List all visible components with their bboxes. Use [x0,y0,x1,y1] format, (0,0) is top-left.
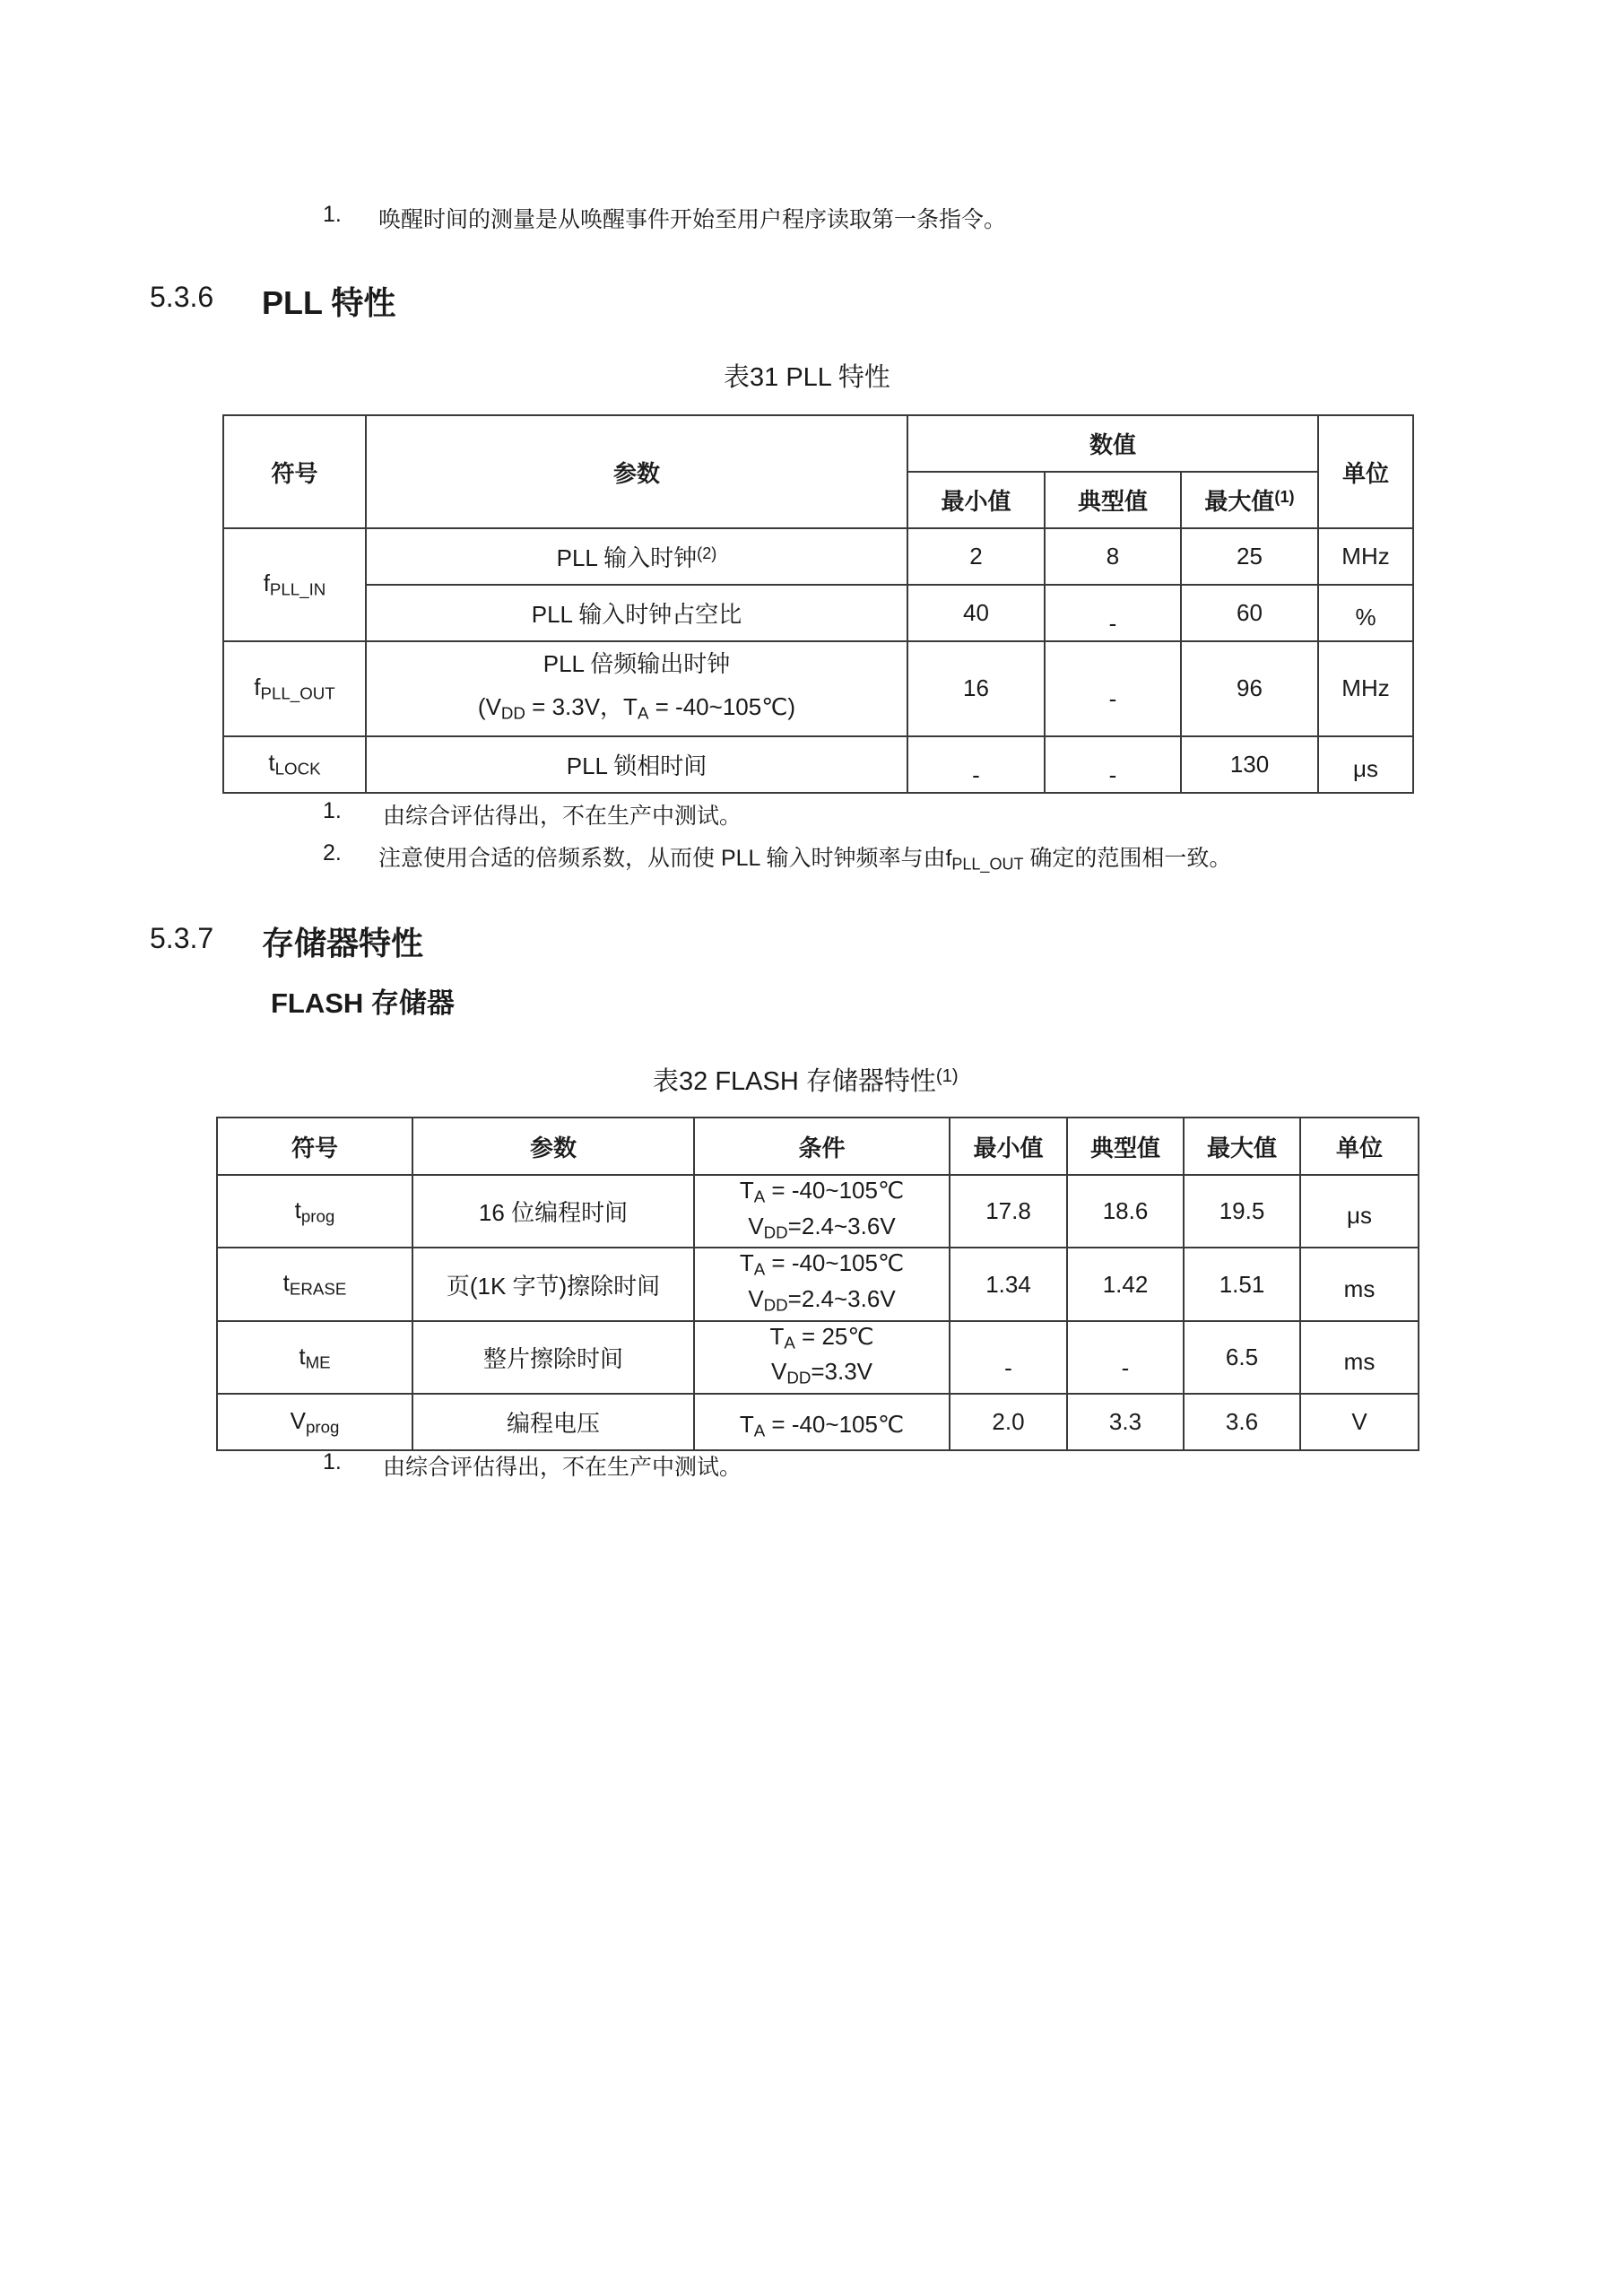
symbol-cell: $t_{ERASE}$ [217,1248,412,1320]
max-cell: 25 [1181,528,1318,585]
parameter-cell: 页(1K 字节)擦除时间 [412,1248,694,1320]
header-symbol: 符号 [217,1118,412,1175]
symbol-cell: $f_{PLL\_OUT}$ [223,641,366,736]
subsection-title: FLASH 存储器 [271,987,455,1019]
header-symbol: 符号 [223,415,366,528]
parameter-cell: PLL 输入时钟占空比 [366,585,907,641]
typ-cell: 3.3 [1067,1394,1184,1450]
header-unit: 单位 [1300,1118,1419,1175]
pll-characteristics-table [222,414,1414,794]
table-header-row [223,415,1413,472]
max-cell: 60 [1181,585,1318,641]
footnote-text: 注意使用合适的倍频系数，从而使 PLL 输入时钟频率与由$f_{PLL\_OUT}$ 确定的范围相一致。 [378,846,1232,874]
table-row [217,1321,1419,1394]
min-cell: - [907,736,1045,793]
max-cell: 1.51 [1184,1248,1300,1320]
parameter-cell: 16 位编程时间 [412,1175,694,1248]
typ-cell: - [1067,1321,1184,1394]
footnote-text: 唤醒时间的测量是从唤醒事件开始至用户程序读取第一条指令。 [378,207,1007,232]
symbol-cell: $V_{prog}$ [217,1394,412,1450]
typ-cell: 1.42 [1067,1248,1184,1320]
header-max: 最大值 [1184,1118,1300,1175]
footnote-number: 2. [323,840,342,865]
condition-cell: $T_A$ = -40~105℃ $V_{DD}=2.4\sim 3.6V$ [694,1248,950,1320]
unit-cell: μs [1318,736,1413,793]
symbol-cell: $f_{PLL\_IN}$ [223,528,366,641]
table-row [217,1248,1419,1320]
footnote [323,840,1444,874]
header-values: 数值 [907,415,1318,472]
min-cell: 40 [907,585,1045,641]
header-typ: 典型值 [1067,1118,1184,1175]
typ-cell: - [1045,641,1181,736]
header-max: 最大值$^{(1)}$ [1181,472,1318,528]
symbol-cell: $t_{LOCK}$ [223,736,366,793]
table-row [223,736,1413,793]
header-parameter: 参数 [366,415,907,528]
symbol-cell: $t_{prog}$ [217,1175,412,1248]
section-number: 5.3.6 [150,281,214,313]
max-cell: 3.6 [1184,1394,1300,1450]
footnote-number: 1. [323,798,342,823]
condition-cell: $T_A$ = -40~105℃ [694,1394,950,1450]
max-cell: 6.5 [1184,1321,1300,1394]
flash-memory-table [216,1117,1419,1451]
header-parameter: 参数 [412,1118,694,1175]
min-cell: 16 [907,641,1045,736]
section-title: 存储器特性 [262,925,424,961]
table-row [217,1394,1419,1450]
unit-cell: MHz [1318,528,1413,585]
min-cell: 1.34 [950,1248,1067,1320]
footnote-text: 由综合评估得出，不在生产中测试。 [383,1455,742,1480]
parameter-cell: PLL 锁相时间 [366,736,907,793]
footnote [323,798,1399,829]
typ-cell: 18.6 [1067,1175,1184,1248]
unit-cell: MHz [1318,641,1413,736]
section-title: PLL 特性 [262,284,396,321]
header-condition: 条件 [694,1118,950,1175]
section-number: 5.3.7 [150,922,214,954]
footnote-number: 1. [323,202,342,227]
unit-cell: % [1318,585,1413,641]
unit-cell: V [1300,1394,1419,1450]
table-row [223,585,1413,641]
typ-cell: - [1045,736,1181,793]
header-min: 最小值 [950,1118,1067,1175]
table-row [223,528,1413,585]
footnote [323,1449,1399,1480]
typ-cell: - [1045,585,1181,641]
table-caption: 表31 PLL 特性 [724,363,890,392]
footnote-number: 1. [323,1449,342,1474]
parameter-cell: 整片擦除时间 [412,1321,694,1394]
table-row [223,641,1413,736]
condition-cell: $T_A$ = -40~105℃ $V_{DD}=2.4\sim 3.6V$ [694,1175,950,1248]
footnote-ref: (1) [1274,487,1295,506]
footnote-ref: (2) [697,544,717,562]
header-typ: 典型值 [1045,472,1181,528]
unit-cell: μs [1300,1175,1419,1248]
parameter-cell: 编程电压 [412,1394,694,1450]
symbol-cell: $t_{ME}$ [217,1321,412,1394]
max-cell: 19.5 [1184,1175,1300,1248]
table-caption: 表32 FLASH 存储器特性$^{(1)}$ [653,1065,959,1096]
max-cell: 96 [1181,641,1318,736]
table-header-row [217,1118,1419,1175]
max-cell: 130 [1181,736,1318,793]
unit-cell: ms [1300,1248,1419,1320]
parameter-cell: PLL 倍频输出时钟 ($V_{DD} = 3.3V$，$T_A$ = -40~105℃) [366,641,907,736]
condition-cell: $T_A$ = 25℃ $V_{DD}=3.3V$ [694,1321,950,1394]
min-cell: 2 [907,528,1045,585]
table-row [217,1175,1419,1248]
min-cell: 2.0 [950,1394,1067,1450]
header-unit: 单位 [1318,415,1413,528]
footnote-text: 由综合评估得出，不在生产中测试。 [383,804,742,829]
typ-cell: 8 [1045,528,1181,585]
unit-cell: ms [1300,1321,1419,1394]
parameter-cell: PLL 输入时钟$^{(2)}$ [366,528,907,585]
min-cell: - [950,1321,1067,1394]
min-cell: 17.8 [950,1175,1067,1248]
footnote-ref: (1) [935,1065,959,1086]
header-min: 最小值 [907,472,1045,528]
